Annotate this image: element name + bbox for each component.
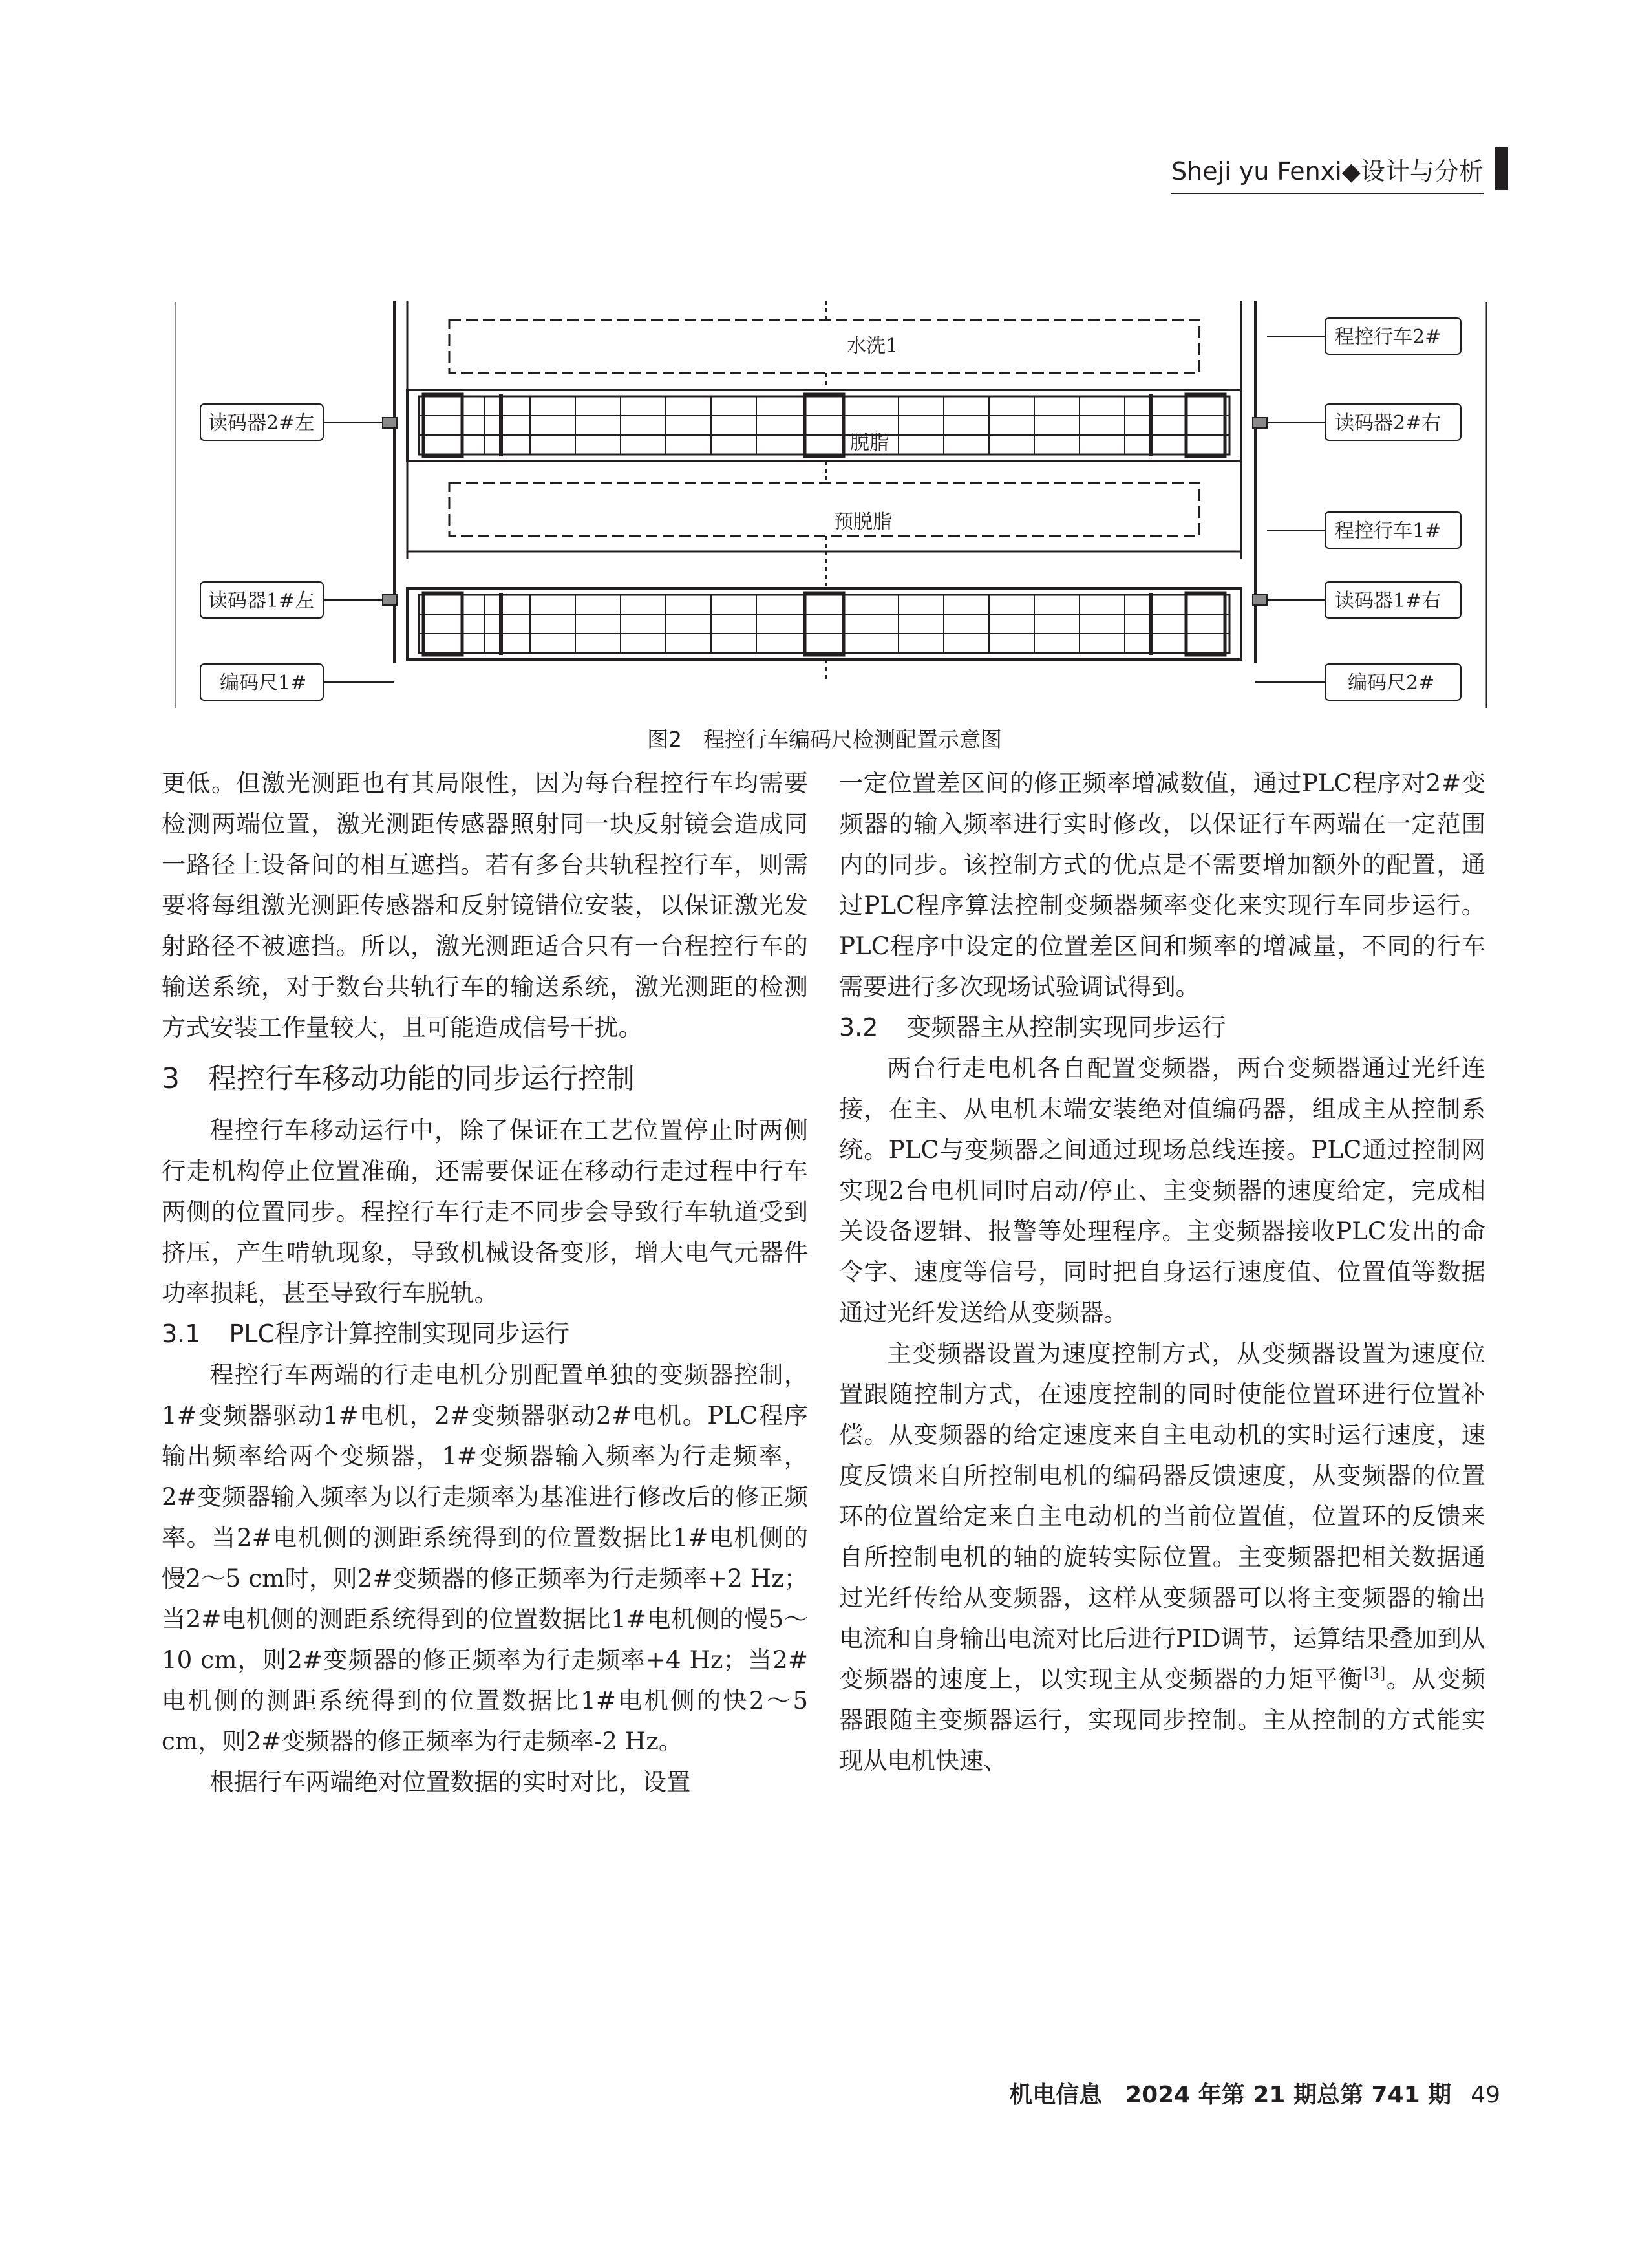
running-header (1171, 147, 1508, 190)
paragraph: 根据行车两端绝对位置数据的实时对比，设置 (209, 1768, 691, 1796)
zone-water-label: 水洗1 (847, 335, 899, 358)
subsection-heading-3-1 (162, 1314, 808, 1354)
subsection-number: 3.1 (162, 1320, 201, 1348)
section-title: 程控行车移动功能的同步运行控制 (208, 1062, 635, 1095)
reader2-left-label: 读码器2#左 (208, 412, 315, 434)
paragraph (839, 1333, 1485, 1781)
header-bar (1495, 147, 1508, 190)
paragraph: 程控行车两端的行走电机分别配置单独的变频器控制，1#变频器驱动1#电机，2#变频器驱动2#电机。PLC程序输出频率给两个变频器，1#变频器输入频率为行走频率，2#变频器输入频率为以行走频率为基准进行修改后的修正频率。当2#电机侧的测距系统得到的位置数据比1#电机侧的慢2～5 cm时，则2#变频器的修正频率为行走频率+2 Hz；当2#电机侧的测距系统得到的位置数据比1#电机侧的慢5～10 cm，则2#变频器的修正频率为行走频率+4 Hz；当2#电机侧的测距系统得到的位置数据比1#电机侧的快2～5 cm，则2#变频器的修正频率为行走频率-2 Hz。 (162, 1360, 808, 1755)
crane1-label: 程控行车1# (1335, 520, 1442, 542)
page-number: 49 (1471, 2082, 1500, 2108)
header-rule (1171, 193, 1484, 194)
left-column (162, 763, 808, 1803)
citation-ref[interactable]: [3] (1363, 1664, 1386, 1683)
reader1-left-label: 读码器1#左 (208, 590, 315, 612)
zone-degrease-label: 脱脂 (850, 432, 889, 455)
reader1-right-label: 读码器1#右 (1335, 590, 1442, 612)
paragraph: 程控行车移动运行中，除了保证在工艺位置停止时两侧行走机构停止位置准确，还需要保证在移动行走过程中行车两侧的位置同步。程控行车行走不同步会导致行车轨道受到挤压，产生啃轨现象，导致机械设备变形，增大电气元器件功率损耗，甚至导致行车脱轨。 (162, 1116, 808, 1307)
reader2-right-label: 读码器2#右 (1335, 412, 1442, 434)
zone-predegrease-label: 预脱脂 (834, 511, 892, 533)
paragraph: 两台行走电机各自配置变频器，两台变频器通过光纤连接，在主、从电机末端安装绝对值编码器，组成主从控制系统。PLC与变频器之间通过现场总线连接。PLC通过控制网实现2台电机同时启动/停止、主变频器的速度给定，完成相关设备逻辑、报警等处理程序。主变频器接收PLC发出的命令字、速度等信号，同时把自身运行速度值、位置值等数据通过光纤发送给从变频器。 (839, 1054, 1485, 1327)
subsection-heading-3-2 (839, 1007, 1485, 1048)
scale2-label: 编码尺2# (1348, 672, 1435, 694)
section-number: 3 (162, 1062, 180, 1095)
paragraph-text: 主变频器设置为速度控制方式，从变频器设置为速度位置跟随控制方式，在速度控制的同时使能位置环进行位置补偿。从变频器的给定速度来自主电动机的实时运行速度，速度反馈来自所控制电机的编码器反馈速度，从变频器的位置环的位置给定来自主电动机的当前位置值，位置环的反馈来自所控制电机的轴的旋转实际位置。主变频器把相关数据通过光纤传给从变频器，这样从变频器可以将主变频器的输出电流和自身输出电流对比后进行PID调节，运算结果叠加到从变频器的速度上，以实现主从变频器的力矩平衡 (839, 1339, 1485, 1693)
figure-2-diagram (175, 301, 1487, 708)
subsection-title: 变频器主从控制实现同步运行 (906, 1013, 1226, 1042)
paragraph: 更低。但激光测距也有其局限性，因为每台程控行车均需要检测两端位置，激光测距传感器照射同一块反射镜会造成同一路径上设备间的相互遮挡。若有多台共轨程控行车，则需要将每组激光测距传感器和反射镜错位安装，以保证激光发射路径不被遮挡。所以，激光测距适合只有一台程控行车的输送系统，对于数台共轨行车的输送系统，激光测距的检测方式安装工作量较大，且可能造成信号干扰。 (162, 769, 808, 1042)
crane2-label: 程控行车2# (1335, 326, 1442, 348)
journal-info: 机电信息 2024 年第 21 期总第 741 期 (1009, 2082, 1452, 2108)
paragraph: 一定位置差区间的修正频率增减数值，通过PLC程序对2#变频器的输入频率进行实时修改，以保证行车两端在一定范围内的同步。该控制方式的优点是不需要增加额外的配置，通过PLC程序算法控制变频器频率变化来实现行车同步运行。PLC程序中设定的位置差区间和频率的增减量，不同的行车需要进行多次现场试验调试得到。 (839, 769, 1485, 1001)
right-column (839, 763, 1485, 1781)
section-heading-3 (162, 1054, 808, 1104)
subsection-number: 3.2 (839, 1013, 878, 1042)
scale1-label: 编码尺1# (220, 672, 307, 694)
figure-2 (175, 301, 1487, 708)
paragraph-text: 。从变频器跟随主变频器运行，实现同步控制。主从控制的方式能实现从电机快速、 (839, 1665, 1485, 1775)
page-footer (1009, 2077, 1500, 2110)
running-header-text: Sheji yu Fenxi◆设计与分析 (1171, 156, 1484, 186)
subsection-title: PLC程序计算控制实现同步运行 (229, 1320, 570, 1348)
figure-caption: 图2 程控行车编码尺检测配置示意图 (647, 727, 1002, 752)
